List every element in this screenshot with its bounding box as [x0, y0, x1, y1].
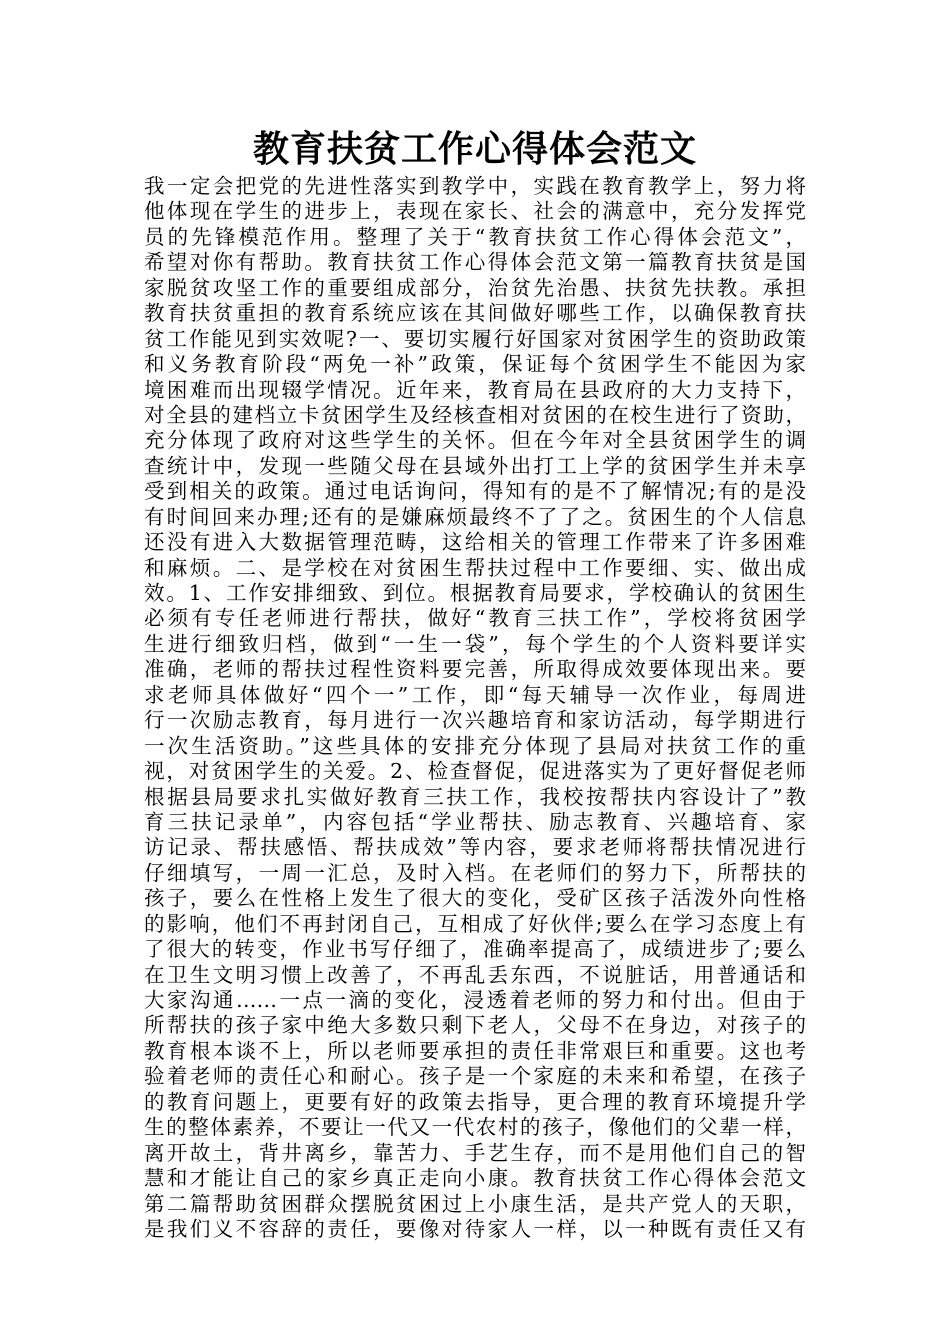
body-line: 教育根本谈不上，所以老师要承担的责任非常艰巨和重要。这也考 — [144, 1038, 806, 1063]
body-line: 家脱贫攻坚工作的重要组成部分，治贫先治愚、扶贫先扶教。承担 — [144, 275, 806, 300]
body-line: 我一定会把党的先进性落实到教学中，实践在教育教学上，努力将 — [144, 174, 806, 198]
body-line: 贫工作能见到实效呢?一、要切实履行好国家对贫困学生的资助政策 — [144, 326, 806, 351]
body-line: 了很大的转变，作业书写仔细了，准确率提高了，成绩进步了;要么 — [144, 937, 806, 962]
body-line: 和麻烦。二、是学校在对贫困生帮扶过程中工作要细、实、做出成 — [144, 555, 806, 580]
body-line: 大家沟通……一点一滴的变化，浸透着老师的努力和付出。但由于 — [144, 988, 806, 1012]
body-line: 还没有进入大数据管理范畴，这给相关的管理工作带来了许多困难 — [144, 530, 806, 555]
body-line: 员的先锋模范作用。整理了关于“教育扶贫工作心得体会范文”， — [144, 224, 806, 249]
body-line: 生进行细致归档，做到“一生一袋”，每个学生的个人资料要详实 — [144, 631, 806, 656]
body-line: 有时间回来办理;还有的是嫌麻烦最终不了了之。贫困生的个人信息 — [144, 504, 806, 529]
body-line: 和义务教育阶段“两免一补”政策，保证每个贫困学生不能因为家 — [144, 352, 806, 377]
body-line: 教育扶贫重担的教育系统应该在其间做好哪些工作，以确保教育扶 — [144, 301, 806, 326]
body-line: 准确，老师的帮扶过程性资料要完善，所取得成效要体现出来。要 — [144, 657, 806, 682]
body-line: 受到相关的政策。通过电话询问，得知有的是不了解情况;有的是没 — [144, 479, 806, 504]
body-line: 是我们义不容辞的责任，要像对待家人一样，以一种既有责任又有 — [144, 1216, 806, 1241]
body-line: 求老师具体做好“四个一”工作，即“每天辅导一次作业，每周进 — [144, 682, 806, 707]
body-line: 他体现在学生的进步上，表现在家长、社会的满意中，充分发挥党 — [144, 199, 806, 224]
body-line: 查统计中，发现一些随父母在县域外出打工上学的贫困学生并未享 — [144, 453, 806, 478]
document-body — [144, 174, 806, 1242]
body-line: 离开故土，背井离乡，靠苦力、手艺生存，而不是用他们自己的智 — [144, 1140, 806, 1165]
body-line: 境困难而出现辍学情况。近年来，教育局在县政府的大力支持下， — [144, 377, 806, 402]
body-line: 第二篇帮助贫困群众摆脱贫困过上小康生活，是共产党人的天职， — [144, 1191, 806, 1216]
document-title: 教育扶贫工作心得体会范文 — [252, 129, 697, 170]
body-line: 慧和才能让自己的家乡真正走向小康。教育扶贫工作心得体会范文 — [144, 1166, 806, 1191]
body-line: 的影响，他们不再封闭自己，互相成了好伙伴;要么在学习态度上有 — [144, 911, 806, 936]
body-line: 效。1、工作安排细致、到位。根据教育局要求，学校确认的贫困生 — [144, 581, 806, 605]
body-line: 在卫生文明习惯上改善了，不再乱丢东西，不说脏话，用普通话和 — [144, 962, 806, 987]
body-line: 必须有专任老师进行帮扶，做好“教育三扶工作”，学校将贫困学 — [144, 606, 806, 631]
body-line: 验着老师的责任心和耐心。孩子是一个家庭的未来和希望，在孩子 — [144, 1064, 806, 1089]
body-line: 孩子，要么在性格上发生了很大的变化，受矿区孩子活泼外向性格 — [144, 886, 806, 911]
body-line: 所帮扶的孩子家中绝大多数只剩下老人，父母不在身边，对孩子的 — [144, 1013, 806, 1038]
body-line: 育三扶记录单”，内容包括“学业帮扶、励志教育、兴趣培育、家 — [144, 809, 806, 834]
body-line: 的教育问题上，更要有好的政策去指导，更合理的教育环境提升学 — [144, 1089, 806, 1114]
body-line: 根据县局要求扎实做好教育三扶工作，我校按帮扶内容设计了”教 — [144, 784, 806, 809]
body-line: 视，对贫困学生的关爱。2、检查督促，促进落实为了更好督促老师 — [144, 759, 806, 784]
body-line: 生的整体素养，不要让一代又一代农村的孩子，像他们的父辈一样， — [144, 1115, 806, 1140]
body-line: 行一次励志教育，每月进行一次兴趣培育和家访活动，每学期进行 — [144, 708, 806, 733]
body-line: 充分体现了政府对这些学生的关怀。但在今年对全县贫困学生的调 — [144, 428, 806, 453]
body-line: 访记录、帮扶感悟、帮扶成效”等内容，要求老师将帮扶情况进行 — [144, 835, 806, 860]
body-line: 仔细填写，一周一汇总，及时入档。在老师们的努力下，所帮扶的 — [144, 860, 806, 885]
body-line: 希望对你有帮助。教育扶贫工作心得体会范文第一篇教育扶贫是国 — [144, 250, 806, 275]
body-line: 对全县的建档立卡贫困学生及经核查相对贫困的在校生进行了资助， — [144, 402, 806, 427]
body-line: 一次生活资助。”这些具体的安排充分体现了县局对扶贫工作的重 — [144, 733, 806, 758]
